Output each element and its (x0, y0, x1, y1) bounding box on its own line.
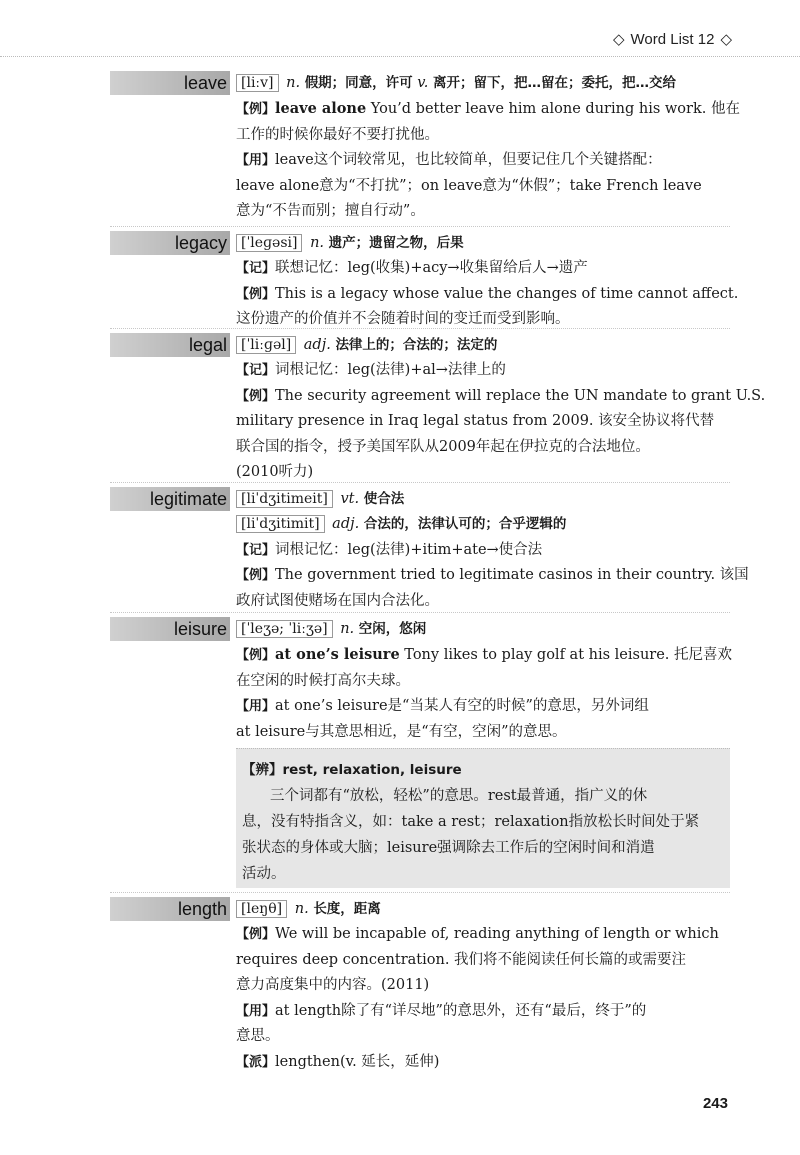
entry-leisure: leisure [ˈleʒə; ˈliːʒə] n. 空闲，悠闲 【例】at one’s leisure Tony likes to play golf at his leisure. 托尼喜欢 在空闲的时候打高尔夫球。 【用】at one’s leisure是“当某人有空的时候”的意思，另外词组 at leisure与其意思相近，是“有空，空闲”的意思。 (110, 612, 730, 745)
derivative: 【派】lengthen(v. 延长，延伸) (236, 1053, 440, 1070)
header-title: Word List 12 (630, 30, 715, 48)
headword: length (110, 897, 230, 921)
pronunciation: [liːv] (236, 74, 279, 92)
example: 【例】This is a legacy whose value the changes of time cannot affect. (236, 285, 739, 302)
usage: 【用】at length除了有“详尽地”的意思外，还有“最后，终于”的 (236, 1002, 647, 1019)
entry-leave: leave [liːv] n. 假期；同意，许可 v. 离开；留下，把…留在；委托，把…交给 【例】leave alone You’d better leave him alone during his work. 他在 工作的时候你最好不要打扰他。 【用】leave这个词较常见，也比较简单，但要记住几个关键搭配： leave alone意为“不打扰”；on leave意为“休假”；take French leave 意为“不告而别；擅自行动”。 (110, 70, 730, 225)
entry-legal: legal [ˈliːɡəl] adj. 法律上的；合法的；法定的 【记】词根记忆：leg(法律)+al→法律上的 【例】The security agreement will replace the UN mandate to grant U.S. military presence in Iraq legal status from 2009. 该安全协议将代替 联合国的指令，授予美国军队从2009年起在伊拉克的合法地位。 (2010听力) (110, 328, 730, 486)
example: 【例】leave alone You’d better leave him alone during his work. 他在 (236, 100, 740, 117)
diamond-outline-icon: ◇ (612, 31, 625, 48)
header-divider (0, 56, 800, 57)
headword: leisure (110, 617, 230, 641)
example: 【例】We will be incapable of, reading anything of length or which (236, 926, 719, 942)
definition: [leŋθ] n. 长度，距离 (236, 897, 381, 921)
memo: 【记】联想记忆：leg(收集)+acy→收集留给后人→遗产 (236, 260, 588, 276)
definition: [ˈleɡəsi] n. 遗产；遗留之物，后果 (236, 231, 464, 255)
example: 【例】The security agreement will replace the UN mandate to grant U.S. (236, 387, 766, 404)
memo: 【记】词根记忆：leg(法律)+al→法律上的 (236, 362, 506, 378)
usage: 【用】at one’s leisure是“当某人有空的时候”的意思，另外词组 (236, 698, 649, 714)
distinction-note-box: 【辨】rest, relaxation, leisure 三个词都有“放松，轻松”的意思。rest最普通，指广义的休 息，没有特指含义，如：take a rest；relaxation指放松长时间处于紧 张状态的身体或大脑；leisure强调除去工作后的空闲时间和消遣 活动。 (236, 748, 730, 888)
note-heading: 【辨】rest, relaxation, leisure (242, 762, 462, 778)
example: 【例】at one’s leisure Tony likes to play golf at his leisure. 托尼喜欢 (236, 646, 733, 663)
definition: [ˈliːɡəl] adj. 法律上的；合法的；法定的 (236, 333, 497, 357)
headword: legitimate (110, 487, 230, 511)
headword: legal (110, 333, 230, 357)
definition-2: [liˈdʒitimit] adj. 合法的，法律认可的；合乎逻辑的 (236, 512, 730, 538)
running-header (613, 30, 732, 48)
usage: 【用】leave这个词较常见，也比较简单，但要记住几个关键搭配： (236, 152, 662, 168)
definition: [liːv] n. 假期；同意，许可 v. 离开；留下，把…留在；委托，把…交给 (236, 71, 676, 95)
diamond-outline-icon: ◇ (720, 31, 732, 48)
page-number: 243 (702, 1095, 728, 1112)
entry-length: length [leŋθ] n. 长度，距离 【例】We will be incapable of, reading anything of length or which requires deep concentration. 我们将不能阅读任何长篇的或需要注 意力高度集中的内容。(2011) 【用】at length除了有“详尽地”的意思外，还有“最后，终于”的 意思。 【派】lengthen(v. 延长，延伸) (110, 892, 730, 1075)
example: 【例】The government tried to legitimate casinos in their country. 该国 (236, 567, 749, 583)
definition: [ˈleʒə; ˈliːʒə] n. 空闲，悠闲 (236, 617, 426, 641)
headword: legacy (110, 231, 230, 255)
memo: 【记】词根记忆：leg(法律)+itim+ate→使合法 (236, 541, 543, 558)
definition: [liˈdʒitimeit] vt. 使合法 (236, 487, 404, 511)
entry-legitimate: legitimate [liˈdʒitimeit] vt. 使合法 [liˈdʒitimit] adj. 合法的，法律认可的；合乎逻辑的 【记】词根记忆：leg(法律)+itim+ate→使合法 【例】The government tried to legitimate casinos in their country. 该国 政府试图使赌场在国内合法化。 (110, 482, 730, 614)
headword: leave (110, 71, 230, 95)
entry-legacy: legacy [ˈleɡəsi] n. 遗产；遗留之物，后果 【记】联想记忆：leg(收集)+acy→收集留给后人→遗产 【例】This is a legacy whose value the changes of time cannot affect. 这份遗产的价值并不会随着时间的变迁而受到影响。 (110, 226, 730, 333)
